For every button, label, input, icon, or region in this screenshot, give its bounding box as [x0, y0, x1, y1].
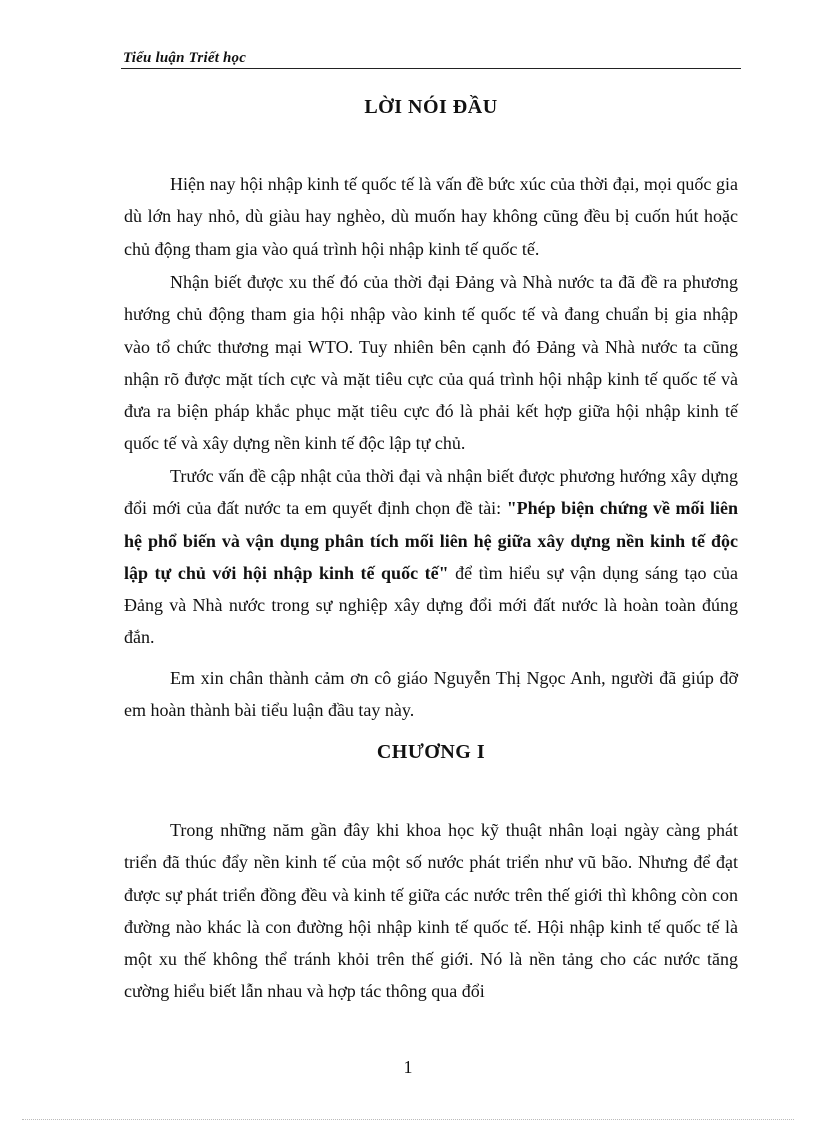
- section-title-preface: LỜI NÓI ĐẦU: [364, 96, 498, 118]
- preface-paragraph-3: [124, 460, 738, 654]
- preface-paragraph-3-text-after: để tìm hiểu sự vận dụng sáng tạo của Đảng và Nhà nước trong sự nghiệp xây dựng đổi mới đất nước là hoàn toàn đúng đắn.: [124, 562, 738, 648]
- preface-paragraph-3-text-before: Trước vấn đề cập nhật của thời đại và nhận biết được phương hướng xây dựng đổi mới của đất nước ta em quyết định chọn đề tài:: [124, 466, 738, 519]
- preface-paragraph-2: Nhận biết được xu thế đó của thời đại Đảng và Nhà nước ta đã đề ra phương hướng chủ động tham gia hội nhập vào kinh tế quốc tế và đang chuẩn bị gia nhập vào tổ chức thương mại WTO. Tuy nhiên bên cạnh đó Đảng và Nhà nước ta cũng nhận rõ được mặt tích cực và mặt tiêu cực của quá trình hội nhập kinh tế quốc tế và đưa ra biện pháp khắc phục mặt tiêu cực đó là phải kết hợp giữa hội nhập kinh tế quốc tế và xây dựng nền kinh tế độc lập tự chủ.: [124, 272, 738, 454]
- topic-title-bold: "Phép biện chứng về mối liên hệ phổ biến và vận dụng phân tích mối liên hệ giữa xây dựng nền kinh tế độc lập tự chủ với hội nhập kinh tế quốc tế": [124, 498, 738, 583]
- running-header: [121, 46, 741, 69]
- page-number: 1: [403, 1057, 413, 1077]
- page-bottom-border: [22, 1119, 794, 1120]
- running-header-title: Tiểu luận Triết học: [123, 50, 247, 66]
- chapter-1-paragraph-1: Trong những năm gần đây khi khoa học kỹ thuật nhân loại ngày càng phát triển đã thúc đẩy nền kinh tế của một số nước phát triển như vũ bão. Nhưng để đạt được sự phát triển đồng đều và kinh tế giữa các nước trên thế giới thì không còn con đường nào khác là con đường hội nhập kinh tế quốc tế. Hội nhập kinh tế quốc tế là một xu thế không thể tránh khỏi trên thế giới. Nó là nền tảng cho các nước tăng cường hiểu biết lẫn nhau và hợp tác thông qua đổi: [124, 820, 738, 1002]
- preface-paragraph-1: Hiện nay hội nhập kinh tế quốc tế là vấn đề bức xúc của thời đại, mọi quốc gia dù lớn hay nhỏ, dù giàu hay nghèo, dù muốn hay không cũng đều bị cuốn hút hoặc chủ động tham gia vào quá trình hội nhập kinh tế quốc tế.: [124, 174, 738, 259]
- section-title-chapter-1: CHƯƠNG I: [376, 741, 486, 763]
- preface-paragraph-4: Em xin chân thành cảm ơn cô giáo Nguyễn Thị Ngọc Anh, người đã giúp đỡ em hoàn thành bài tiểu luận đầu tay này.: [124, 668, 738, 721]
